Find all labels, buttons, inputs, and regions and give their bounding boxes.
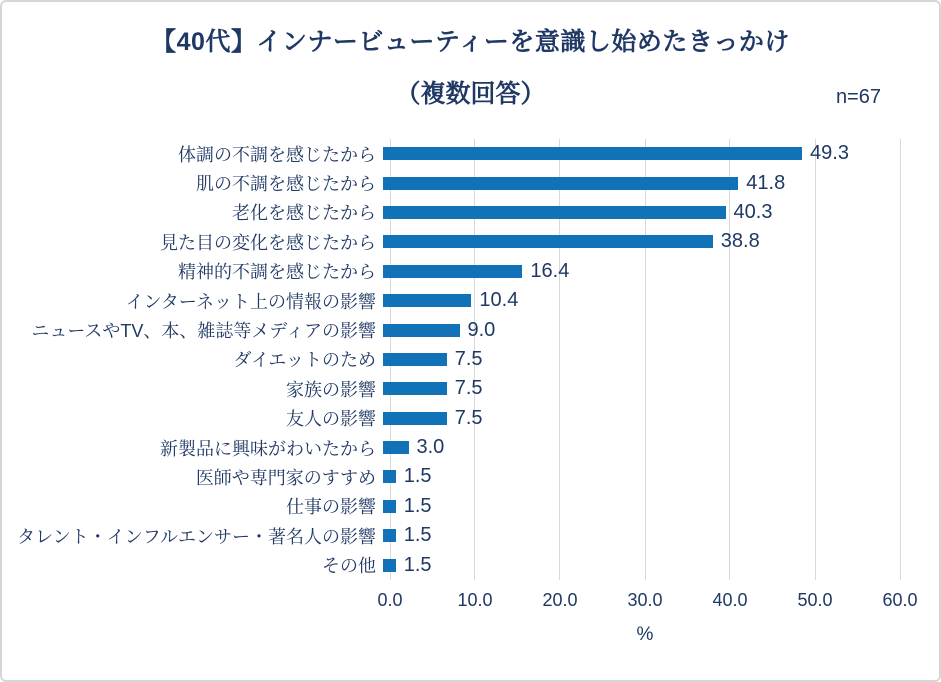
value-label: 41.8 [746, 171, 786, 194]
bar [383, 235, 713, 248]
x-axis-tick-labels [377, 590, 918, 612]
bar [383, 382, 447, 395]
category-label: 友人の影響 [286, 409, 376, 430]
bar [383, 412, 447, 425]
category-label: 肌の不調を感じたから [196, 174, 376, 195]
bar-row [2, 257, 939, 286]
bar [383, 147, 802, 160]
bar [383, 353, 447, 366]
x-tick-label: 0.0 [377, 590, 403, 610]
value-label: 40.3 [733, 200, 773, 223]
x-tick-label: 30.0 [627, 590, 663, 610]
bar-track [383, 257, 893, 286]
value-label: 7.5 [454, 406, 483, 429]
value-label: 3.0 [416, 436, 445, 459]
bar [383, 470, 396, 483]
bar-track [383, 286, 893, 315]
bar-row [2, 374, 939, 403]
value-label: 49.3 [810, 142, 849, 165]
bar-track [383, 315, 893, 344]
bar-track [383, 139, 893, 168]
bar-row [2, 315, 939, 344]
bar [383, 324, 460, 337]
value-label: 1.5 [403, 465, 432, 488]
category-label: 仕事の影響 [286, 497, 376, 518]
chart-title-line2: （複数回答） [395, 80, 546, 108]
category-label: タレント・インフルエンサー・著名人の影響 [17, 526, 376, 547]
bar-rows [2, 139, 939, 580]
sample-size-label: n=67 [835, 86, 881, 108]
value-label: 1.5 [403, 494, 432, 517]
bar [383, 529, 396, 542]
x-tick-label: 60.0 [882, 590, 918, 610]
bar-track [383, 550, 893, 579]
bar-row [2, 227, 939, 256]
category-label: ダイエットのため [233, 350, 376, 371]
bar [383, 441, 409, 454]
bar [383, 294, 471, 307]
bar-track [383, 374, 893, 403]
value-label: 16.4 [530, 259, 570, 282]
bar-row [2, 550, 939, 579]
value-label: 9.0 [467, 318, 496, 341]
bar [383, 265, 522, 278]
value-label: 7.5 [454, 347, 483, 370]
bar-track [383, 433, 893, 462]
bar-track [383, 521, 893, 550]
bar-track [383, 227, 893, 256]
bar [383, 500, 396, 513]
bar-track [383, 198, 893, 227]
bar-track [383, 168, 893, 197]
bar-row [2, 139, 939, 168]
bar [383, 177, 738, 190]
value-label: 1.5 [403, 553, 432, 576]
value-label: 7.5 [454, 377, 483, 400]
category-label: 新製品に興味がわいたから [160, 438, 376, 459]
value-label: 1.5 [403, 524, 432, 547]
x-tick-label: 10.0 [457, 590, 493, 610]
category-label: 医師や専門家のすすめ [195, 467, 376, 488]
category-label: その他 [322, 556, 376, 577]
x-axis-title: % [636, 624, 654, 645]
bar-row [2, 492, 939, 521]
value-label: 38.8 [720, 230, 760, 253]
bar [383, 206, 726, 219]
bar-row [2, 404, 939, 433]
category-label: 老化を感じたから [232, 203, 376, 224]
bar-track [383, 345, 893, 374]
category-label: 精神的不調を感じたから [178, 262, 376, 283]
bar-track [383, 492, 893, 521]
bar-row [2, 521, 939, 550]
bar-row [2, 198, 939, 227]
category-label: 家族の影響 [286, 379, 376, 400]
category-label: 体調の不調を感じたから [178, 144, 376, 165]
bar-row [2, 433, 939, 462]
bar-track [383, 404, 893, 433]
category-label: ニュースやTV、本、雑誌等メディアの影響 [31, 321, 376, 342]
category-label: インターネット上の情報の影響 [125, 291, 376, 312]
x-tick-label: 50.0 [797, 590, 833, 610]
x-tick-label: 40.0 [712, 590, 748, 610]
bar [383, 559, 396, 572]
bar-row [2, 345, 939, 374]
chart-title-line1: 【40代】インナービューティーを意識し始めたきっかけ [151, 28, 790, 56]
category-label: 見た目の変化を感じたから [160, 232, 376, 253]
bar-row [2, 168, 939, 197]
bar-row [2, 286, 939, 315]
bar-row [2, 462, 939, 491]
bar-track [383, 462, 893, 491]
value-label: 10.4 [479, 289, 519, 312]
x-tick-label: 20.0 [542, 590, 578, 610]
